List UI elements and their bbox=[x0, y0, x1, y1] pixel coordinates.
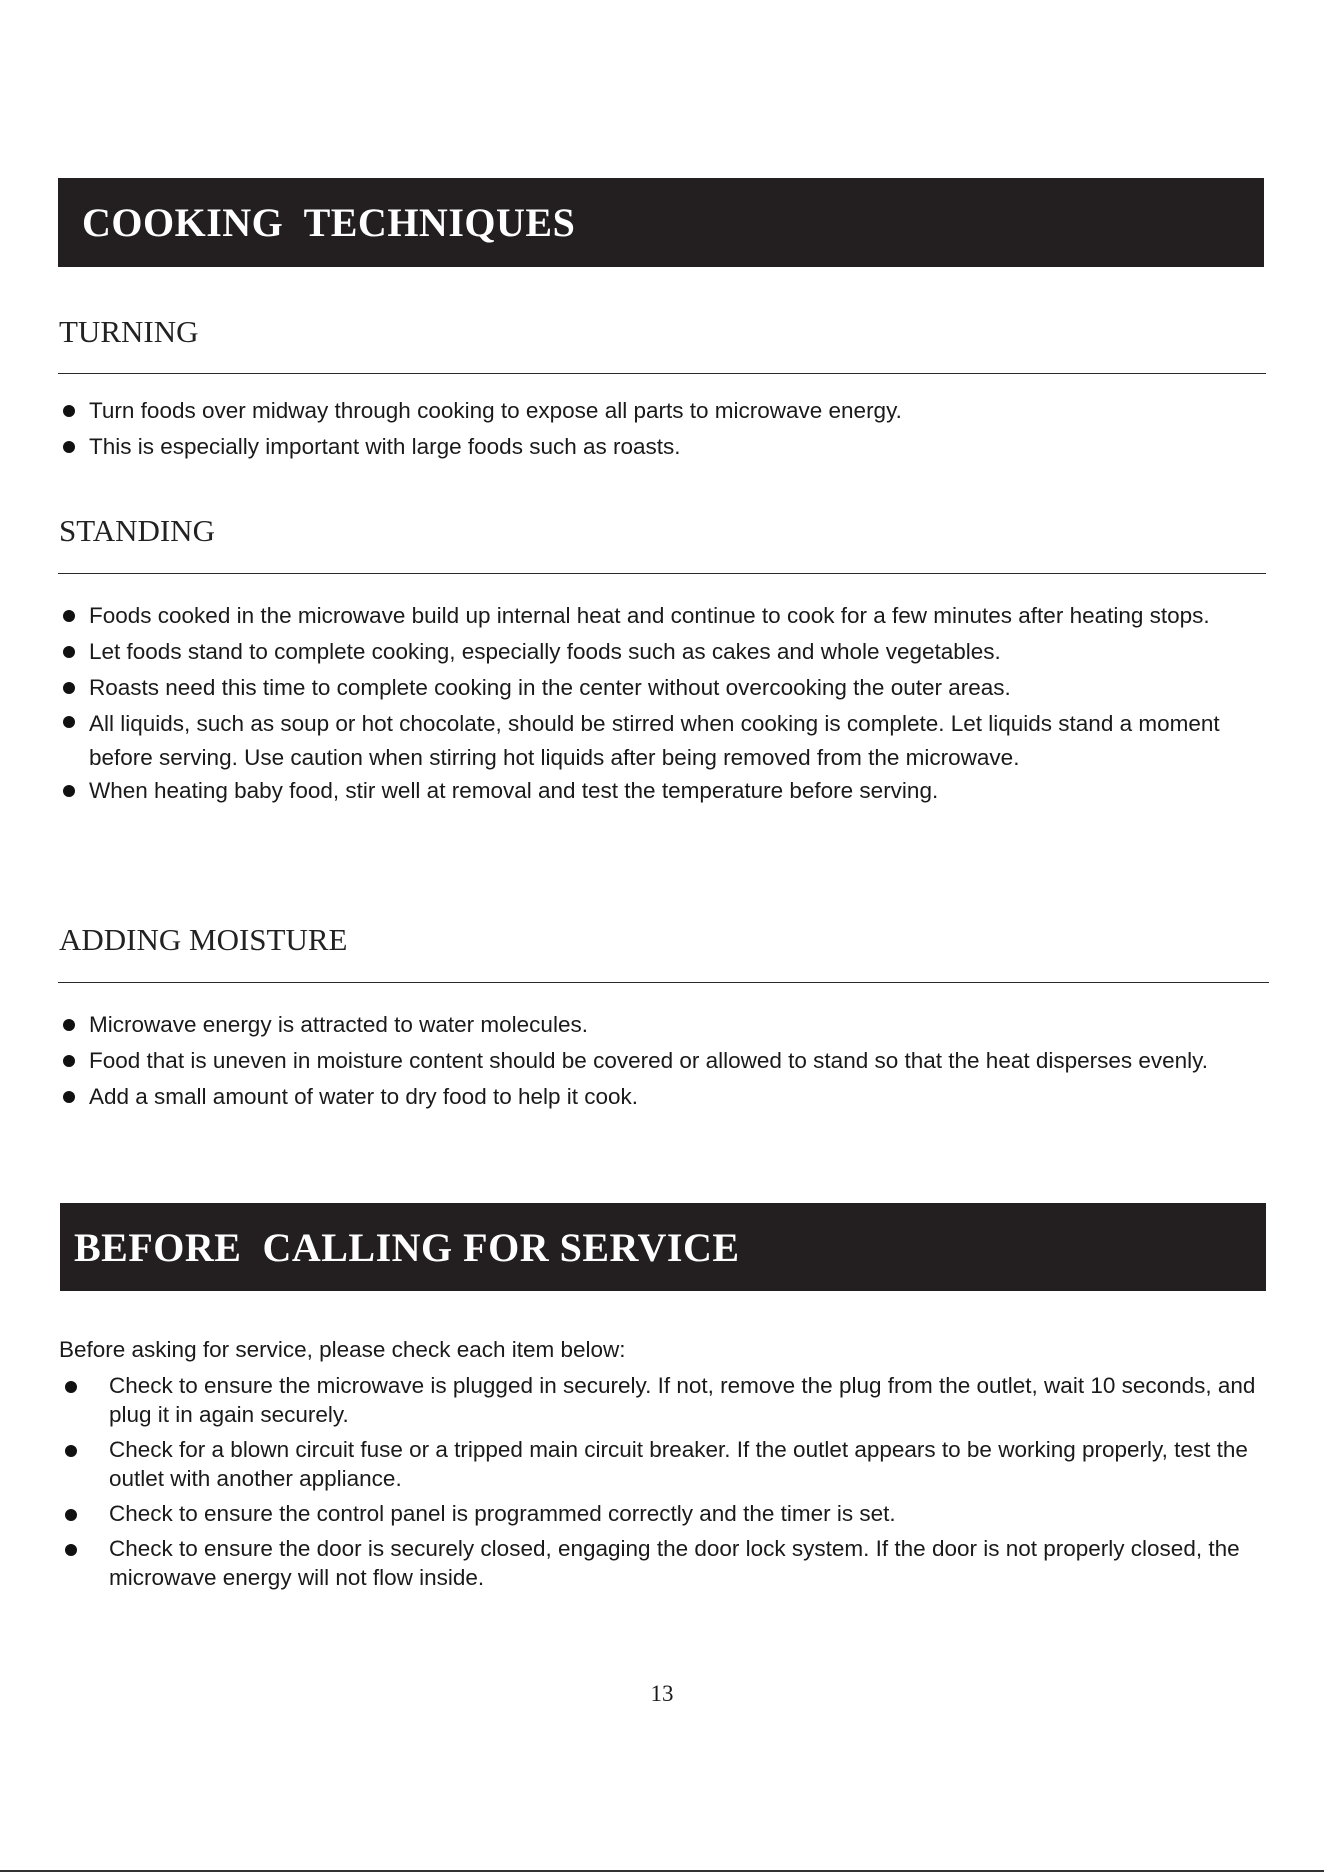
bullet-icon bbox=[63, 682, 75, 694]
bullet-icon bbox=[63, 405, 75, 417]
bullet-icon bbox=[65, 1544, 77, 1556]
list-item: Microwave energy is attracted to water molecules. bbox=[60, 1010, 1280, 1039]
list-item: When heating baby food, stir well at removal and test the temperature before serving. bbox=[60, 776, 1265, 805]
service-intro: Before asking for service, please check each item below: bbox=[59, 1337, 626, 1362]
cooking-techniques-banner bbox=[58, 178, 1264, 267]
bullet-icon bbox=[63, 441, 75, 453]
adding-moisture-heading: ADDING MOISTURE bbox=[59, 922, 348, 957]
list-item: Add a small amount of water to dry food to help it cook. bbox=[60, 1082, 1280, 1111]
list-item: Check to ensure the door is securely closed, engaging the door lock system. If the door is not properly closed, the microwave energy will not flow inside. bbox=[60, 1534, 1275, 1592]
bullet-icon bbox=[63, 646, 75, 658]
bullet-icon bbox=[63, 1091, 75, 1103]
bullet-icon bbox=[63, 716, 75, 728]
bullet-icon bbox=[65, 1445, 77, 1457]
turning-list bbox=[60, 396, 1260, 468]
bullet-icon bbox=[63, 1019, 75, 1031]
service-checklist bbox=[60, 1371, 1275, 1598]
before-calling-for-service-heading: BEFORE CALLING FOR SERVICE bbox=[74, 1224, 740, 1270]
standing-heading: STANDING bbox=[59, 513, 215, 548]
before-calling-for-service-banner bbox=[60, 1203, 1266, 1291]
bullet-icon bbox=[63, 785, 75, 797]
list-item: Check to ensure the microwave is plugged in securely. If not, remove the plug from the outlet, wait 10 seconds, and plug it in again securely. bbox=[60, 1371, 1275, 1429]
list-item: This is especially important with large foods such as roasts. bbox=[60, 432, 1260, 461]
standing-list bbox=[60, 601, 1265, 812]
list-item: Check to ensure the control panel is programmed correctly and the timer is set. bbox=[60, 1499, 1275, 1528]
list-item: All liquids, such as soup or hot chocolate, should be stirred when cooking is complete. Let liquids stand a moment before serving. Use caution when stirring hot liquids after being removed from the microwave. bbox=[60, 707, 1265, 775]
bullet-icon bbox=[63, 610, 75, 622]
adding-moisture-list bbox=[60, 1010, 1280, 1118]
adding-moisture-divider bbox=[58, 982, 1269, 983]
bullet-icon bbox=[63, 1055, 75, 1067]
turning-divider bbox=[58, 373, 1266, 374]
list-item: Foods cooked in the microwave build up internal heat and continue to cook for a few minutes after heating stops. bbox=[60, 601, 1265, 630]
list-item: Food that is uneven in moisture content should be covered or allowed to stand so that the heat disperses evenly. bbox=[60, 1046, 1280, 1075]
list-item: Roasts need this time to complete cooking in the center without overcooking the outer areas. bbox=[60, 673, 1265, 702]
list-item: Let foods stand to complete cooking, especially foods such as cakes and whole vegetables. bbox=[60, 637, 1265, 666]
bullet-icon bbox=[65, 1381, 77, 1393]
cooking-techniques-heading: COOKING TECHNIQUES bbox=[82, 200, 576, 245]
list-item: Check for a blown circuit fuse or a tripped main circuit breaker. If the outlet appears to be working properly, test the outlet with another appliance. bbox=[60, 1435, 1275, 1493]
bullet-icon bbox=[65, 1509, 77, 1521]
standing-divider bbox=[58, 573, 1266, 574]
turning-heading: TURNING bbox=[59, 314, 199, 349]
list-item: Turn foods over midway through cooking to expose all parts to microwave energy. bbox=[60, 396, 1260, 425]
page-number: 13 bbox=[650, 1681, 674, 1706]
